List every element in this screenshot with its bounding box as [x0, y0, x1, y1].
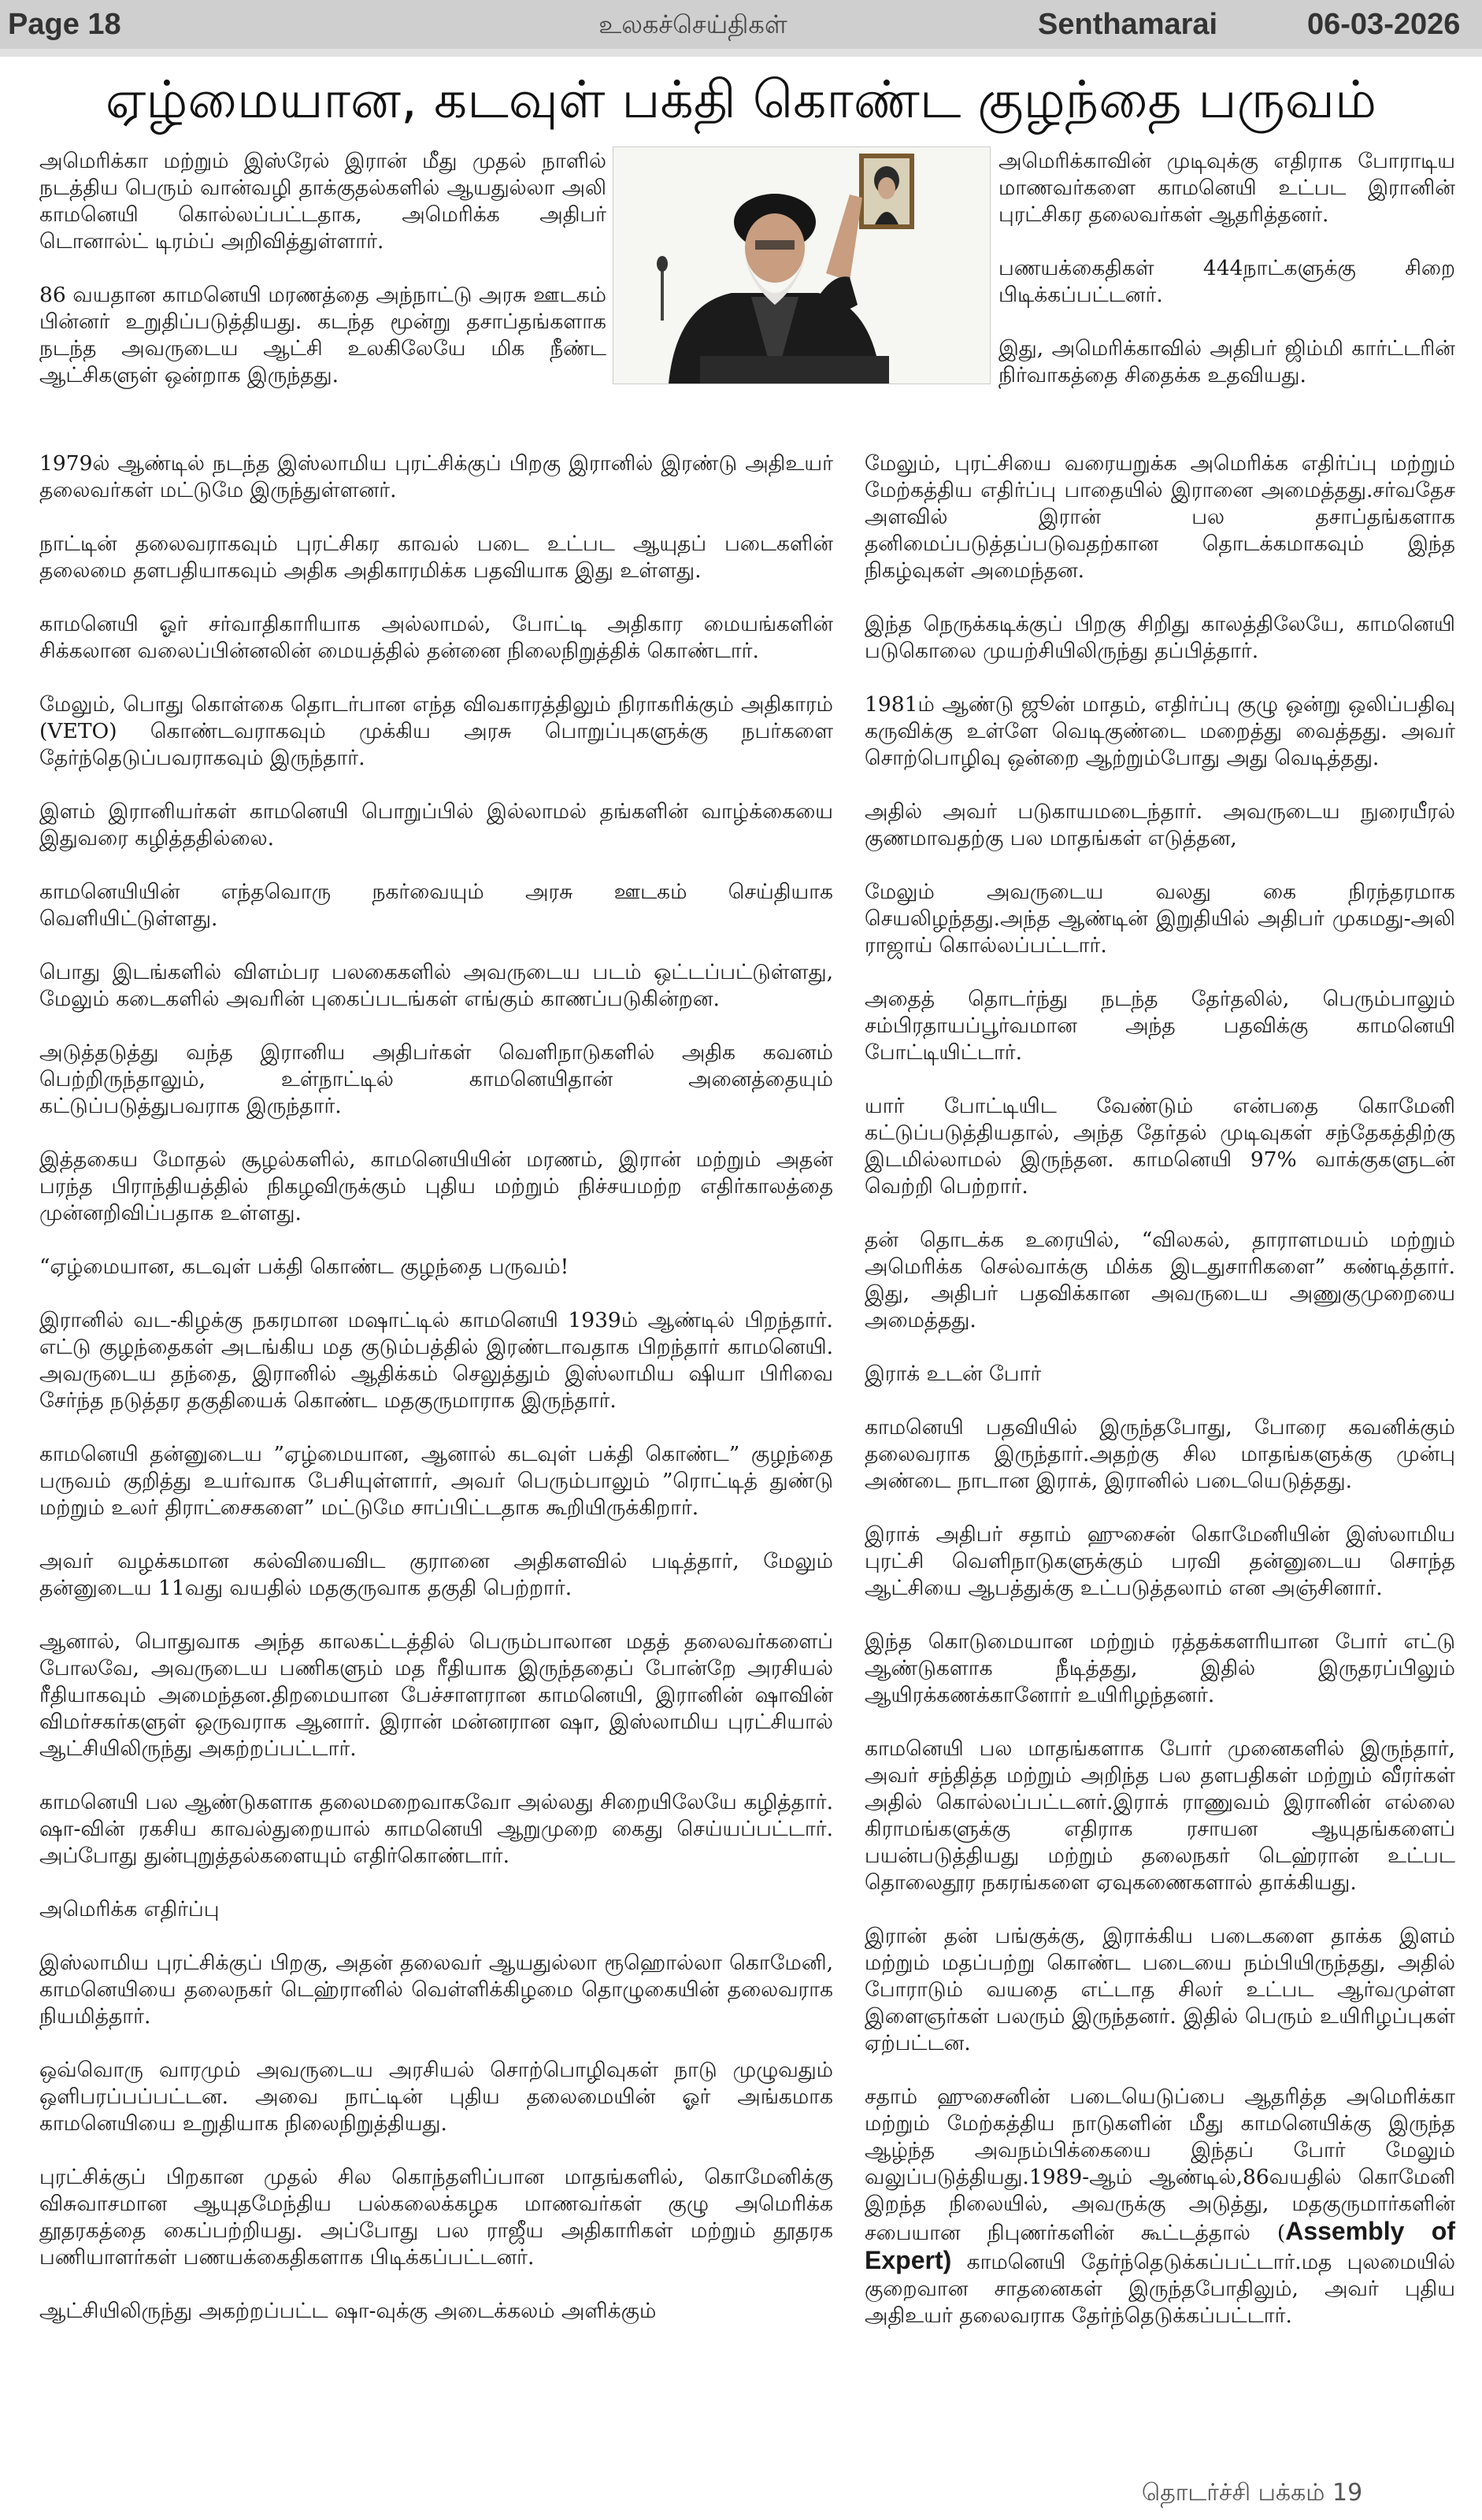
text-run: காமனெயி தேர்ந்தெடுக்கப்பட்டார்.மத புலமையில் குறைவான சாதனைகள் இருந்தபோதிலும், அவர் புதிய அதிஉயர் தலைவராக தேர்ந்தெடுக்கப்பட்டார்.	[865, 2250, 1455, 2328]
article-photo	[613, 146, 991, 384]
paragraph	[865, 2084, 1455, 2329]
column-right-main	[865, 450, 1455, 2356]
paragraph: காமனெயி பதவியில் இருந்தபோது, போரை கவனிக்கும் தலைவராக இருந்தார்.அதற்கு சில மாதங்களுக்கு முன்பு அண்டை நாடான இராக், இரானில் படையெடுத்தது.	[865, 1415, 1455, 1493]
paragraph: காமனெயி தன்னுடைய ”ஏழ்மையான, ஆனால் கடவுள் பக்தி கொண்ட” குழந்தை பருவம் குறித்து உயர்வாக பேசியுள்ளார், அவர் பெரும்பாலும் ”ரொட்டித் துண்டு மற்றும் உலர் திராட்சைகளை” மட்டுமே சாப்பிட்டதாக கூறியிருக்கிறார்.	[39, 1442, 833, 1520]
paragraph: இந்த கொடுமையான மற்றும் ரத்தக்களரியான போர் எட்டு ஆண்டுகளாக நீடித்தது, இதில் இருதரப்பிலும் ஆயிரக்கணக்கானோர் உயிரிழந்தனர்.	[865, 1629, 1455, 1707]
paragraph: அதைத் தொடர்ந்து நடந்த தேர்தலில், பெரும்பாலும் சம்பிரதாயப்பூர்வமான அந்த பதவிக்கு காமனெயி போட்டியிட்டார்.	[865, 987, 1455, 1065]
article-headline: ஏழ்மையான, கடவுள் பக்தி கொண்ட குழந்தை பருவம்	[105, 69, 1377, 130]
portrait-illustration	[613, 147, 990, 384]
paragraph: பணயக்கைதிகள் 444நாட்களுக்கு சிறை பிடிக்கப்பட்டனர்.	[998, 256, 1455, 307]
page-header	[0, 0, 1482, 49]
paragraph: யார் போட்டியிட வேண்டும் என்பதை கொமேனி கட்டுப்படுத்தியதால், அந்த தேர்தல் முடிவுகள் சந்தேகத்திற்கு இடமில்லாமல் இருந்தன. காமனெயி 97% வாக்குகளுடன் வெற்றி பெற்றார்.	[865, 1094, 1455, 1199]
paragraph: ஆனால், பொதுவாக அந்த காலகட்டத்தில் பெரும்பாலான மதத் தலைவர்களைப் போலவே, அவருடைய பணிகளும் மத ரீதியாக இருந்ததைப் போன்றே அரசியல் ரீதியாகவும் அமைந்தன.திறமையான பேச்சாளரான காமனெயி, இரானின் ஷாவின் விமர்சகர்களுள் ஒருவராக ஆனார். இரான் மன்னரான ஷா, இஸ்லாமிய புரட்சியால் ஆட்சியிலிருந்து அகற்றப்பட்டார்.	[39, 1629, 833, 1761]
continued-on-link[interactable]: தொடர்ச்சி பக்கம் 19	[1141, 2479, 1363, 2507]
subheading: அமெரிக்க எதிர்ப்பு	[39, 1897, 220, 1922]
column-intro	[39, 148, 606, 416]
paragraph: நாட்டின் தலைவராகவும் புரட்சிகர காவல் படை உட்பட ஆயுதப் படைகளின் தலைமை தளபதியாகவும் அதிக அதிகாரமிக்க பதவியாக இது உள்ளது.	[39, 532, 833, 583]
paragraph: மேலும், புரட்சியை வரையறுக்க அமெரிக்க எதிர்ப்பு மற்றும் மேற்கத்திய எதிர்ப்பு பாதையில் இரானை அமைத்தது.சர்வதேச அளவில் இரான் பல தசாப்தங்களாக தனிமைப்படுத்தப்படுவதற்கான தொடக்கமாகவும் இந்த நிகழ்வுகள் அமைந்தன.	[865, 451, 1455, 583]
paragraph: மேலும், பொது கொள்கை தொடர்பான எந்த விவகாரத்திலும் நிராகரிக்கும் அதிகாரம் (VETO) கொண்டவராகவும் முக்கிய அரசு பொறுப்புகளுக்கு நபர்களை தேர்ந்தெடுப்பவராகவும் இருந்தார்.	[39, 692, 833, 770]
paragraph: 1979ல் ஆண்டில் நடந்த இஸ்லாமிய புரட்சிக்குப் பிறகு இரானில் இரண்டு அதிஉயர் தலைவர்கள் மட்டுமே இருந்துள்ளனர்.	[39, 451, 833, 502]
publication-name: Senthamarai	[1038, 8, 1218, 41]
paragraph: 86 வயதான காமனெயி மரணத்தை அந்நாட்டு அரசு ஊடகம் பின்னர் உறுதிப்படுத்தியது. கடந்த மூன்று தசாப்தங்களாக நடந்த அவருடைய ஆட்சி உலகிலேயே மிக நீண்ட ஆட்சிகளுள் ஒன்றாக இருந்தது.	[39, 283, 606, 387]
emphasis-term: Assembly of Expert)	[865, 2217, 1455, 2274]
paragraph: காமனெயியின் எந்தவொரு நகர்வையும் அரசு ஊடகம் செய்தியாக வெளியிட்டுள்ளது.	[39, 880, 833, 931]
paragraph: காமனெயி பல ஆண்டுகளாக தலைமறைவாகவோ அல்லது சிறையிலேயே கழித்தார். ஷா-வின் ரகசிய காவல்துறையால் காமனெயி ஆறுமுறை கைது செய்யப்பட்டார். அப்போது துன்புறுத்தல்களையும் எதிர்கொண்டார்.	[39, 1790, 833, 1868]
paragraph: 1981ம் ஆண்டு ஜூன் மாதம், எதிர்ப்பு குழு ஒன்று ஒலிப்பதிவு கருவிக்கு உள்ளே வெடிகுண்டை மறைத்து வைத்தது. அவர் சொற்பொழிவு ஒன்றை ஆற்றும்போது அது வெடித்தது.	[865, 692, 1455, 770]
paragraph: அதில் அவர் படுகாயமடைந்தார். அவருடைய நுரையீரல் குணமாவதற்கு பல மாதங்கள் எடுத்தன,	[865, 799, 1455, 850]
paragraph: இத்தகைய மோதல் சூழல்களில், காமனெயியின் மரணம், இரான் மற்றும் அதன் பரந்த பிராந்தியத்தில் நிகழவிருக்கும் புதிய மற்றும் நிச்சயமற்ற எதிர்காலத்தை முன்னறிவிப்பதாக உள்ளது.	[39, 1147, 833, 1225]
subheading: இராக் உடன் போர்	[865, 1362, 1042, 1386]
paragraph: அவர் வழக்கமான கல்வியைவிட குரானை அதிகளவில் படித்தார், மேலும் தன்னுடைய 11வது வயதில் மதகுருவாக தகுதி பெற்றார்.	[39, 1549, 833, 1600]
paragraph: காமனெயி பல மாதங்களாக போர் முனைகளில் இருந்தார், அவர் சந்தித்த மற்றும் அறிந்த பல தளபதிகள் மற்றும் வீரர்கள் அதில் கொல்லப்பட்டனர்.இராக் ராணுவம் இரானின் எல்லை கிராமங்களுக்கு எதிராக ரசாயன ஆயுதங்களைப் பயன்படுத்தியது மற்றும் தலைநகர் டெஹ்ரான் உட்பட தொலைதூர நகரங்களை ஏவுகணைகளால் தாக்கியது.	[865, 1736, 1455, 1895]
paragraph: இரானில் வட-கிழக்கு நகரமான மஷாட்டில் காமனெயி 1939ம் ஆண்டில் பிறந்தார். எட்டு குழந்தைகள் அடங்கிய மத குடும்பத்தில் இரண்டாவதாக பிறந்தார் காமனெயி. அவருடைய தந்தை, இரானில் ஆதிக்கம் செலுத்தும் இஸ்லாமிய ஷியா பிரிவை சேர்ந்த நடுத்தர தகுதியைக் கொண்ட மதகுருமாராக இருந்தார்.	[39, 1308, 833, 1413]
paragraph: தன் தொடக்க உரையில், “விலகல், தாராளமயம் மற்றும் அமெரிக்க செல்வாக்கு மிக்க இடதுசாரிகளை” கண்டித்தார். இது, அதிபர் பதவிக்கான அவருடைய அணுகுமுறையை அமைத்தது.	[865, 1228, 1455, 1332]
paragraph: ஒவ்வொரு வாரமும் அவருடைய அரசியல் சொற்பொழிவுகள் நாடு முழுவதும் ஒளிபரப்பப்பட்டன. அவை நாட்டின் புதிய தலைமையின் ஓர் அங்கமாக காமனெயியை உறுதியாக நிலைநிறுத்தியது.	[39, 2058, 833, 2136]
text-run: சதாம் ஹுசைனின் படையெடுப்பை ஆதரித்த அமெரிக்கா மற்றும் மேற்கத்திய நாடுகளின் மீது காமனெயிக்கு இருந்த ஆழ்ந்த அவநம்பிக்கையை இந்தப் போர் மேலும் வலுப்படுத்தியது.1989-ஆம் ஆண்டில்,86வயதில் கொமேனி இறந்த நிலையில், அவருக்கு அடுத்து, மதகுருமார்களின் சபையான நிபுணர்களின் கூட்டத்தால் (	[865, 2085, 1455, 2245]
page-number: Page 18	[8, 8, 121, 41]
paragraph: அடுத்தடுத்து வந்த இரானிய அதிபர்கள் வெளிநாடுகளில் அதிக கவனம் பெற்றிருந்தாலும், உள்நாட்டில் காமனெயிதான் அனைத்தையும் கட்டுப்படுத்துபவராக இருந்தார்.	[39, 1040, 833, 1118]
paragraph: மேலும் அவருடைய வலது கை நிரந்தரமாக செயலிழந்தது.அந்த ஆண்டின் இறுதியில் அதிபர் முகமது-அலி ராஜாய் கொல்லப்பட்டார்.	[865, 880, 1455, 958]
subheading: “ஏழ்மையான, கடவுள் பக்தி கொண்ட குழந்தை பருவம்!	[39, 1254, 569, 1279]
paragraph: இது, அமெரிக்காவில் அதிபர் ஜிம்மி கார்ட்டரின் நிர்வாகத்தை சிதைக்க உதவியது.	[998, 336, 1455, 387]
issue-date: 06-03-2026	[1307, 8, 1461, 41]
paragraph: ஆட்சியிலிருந்து அகற்றப்பட்ட ஷா-வுக்கு அடைக்கலம் அளிக்கும்	[39, 2299, 657, 2323]
column-left-main	[39, 450, 833, 2351]
paragraph: இஸ்லாமிய புரட்சிக்குப் பிறகு, அதன் தலைவர் ஆயதுல்லா ரூஹொல்லா கொமேனி, காமனெயியை தலைநகர் டெஹ்ரானில் வெள்ளிக்கிழமை தொழுகையின் தலைவராக நியமித்தார்.	[39, 1951, 833, 2029]
paragraph: பொது இடங்களில் விளம்பர பலகைகளில் அவருடைய படம் ஒட்டப்பட்டுள்ளது, மேலும் கடைகளில் அவரின் புகைப்படங்கள் எங்கும் காணப்படுகின்றன.	[39, 960, 833, 1011]
paragraph: அமெரிக்காவின் முடிவுக்கு எதிராக போராடிய மாணவர்களை காமனெயி உட்பட இரானின் புரட்சிகர தலைவர்கள் ஆதரித்தனர்.	[998, 149, 1455, 227]
paragraph: இந்த நெருக்கடிக்குப் பிறகு சிறிது காலத்திலேயே, காமனெயி படுகொலை முயற்சியிலிருந்து தப்பித்தார்.	[865, 612, 1455, 663]
paragraph: இரான் தன் பங்குக்கு, இராக்கிய படைகளை தாக்க இளம் மற்றும் மதப்பற்று கொண்ட படையை நம்பியிருந்தது, அதில் போராடும் வயதை எட்டாத சிலர் உட்பட ஆர்வமுள்ள இளைஞர்கள் பலரும் இருந்தனர். இதில் பெரும் உயிரிழப்புகள் ஏற்பட்டன.	[865, 1924, 1455, 2055]
header-divider	[0, 49, 1482, 57]
paragraph: இராக் அதிபர் சதாம் ஹுசைன் கொமேனியின் இஸ்லாமிய புரட்சி வெளிநாடுகளுக்கும் பரவி தன்னுடைய சொந்த ஆட்சியை ஆபத்துக்கு உட்படுத்தலாம் என அஞ்சினார்.	[865, 1522, 1455, 1600]
section-title: உலகச்செய்திகள்	[598, 9, 787, 39]
paragraph: இளம் இரானியர்கள் காமனெயி பொறுப்பில் இல்லாமல் தங்களின் வாழ்க்கையை இதுவரை கழித்ததில்லை.	[39, 799, 833, 850]
paragraph: காமனெயி ஓர் சர்வாதிகாரியாக அல்லாமல், போட்டி அதிகார மையங்களின் சிக்கலான வலைப்பின்னலின் மையத்தில் தன்னை நிலைநிறுத்திக் கொண்டார்.	[39, 612, 833, 663]
paragraph: அமெரிக்கா மற்றும் இஸ்ரேல் இரான் மீது முதல் நாளில் நடத்திய பெரும் வான்வழி தாக்குதல்களில் ஆயதுல்லா அலி காமனெயி கொல்லப்பட்டதாக, அமெரிக்க அதிபர் டொனால்ட் டிரம்ப் அறிவித்துள்ளார்.	[39, 149, 606, 254]
column-top-right	[998, 148, 1455, 416]
paragraph: புரட்சிக்குப் பிறகான முதல் சில கொந்தளிப்பான மாதங்களில், கொமேனிக்கு விசுவாசமான ஆயுதமேந்திய பல்கலைக்கழக மாணவர்கள் குழு அமெரிக்க தூதரகத்தை கைப்பற்றியது. அப்போது பல ராஜீய அதிகாரிகள் மற்றும் தூதரக பணியாளர்கள் பணயக்கைதிகளாக பிடிக்கப்பட்டனர்.	[39, 2165, 833, 2270]
